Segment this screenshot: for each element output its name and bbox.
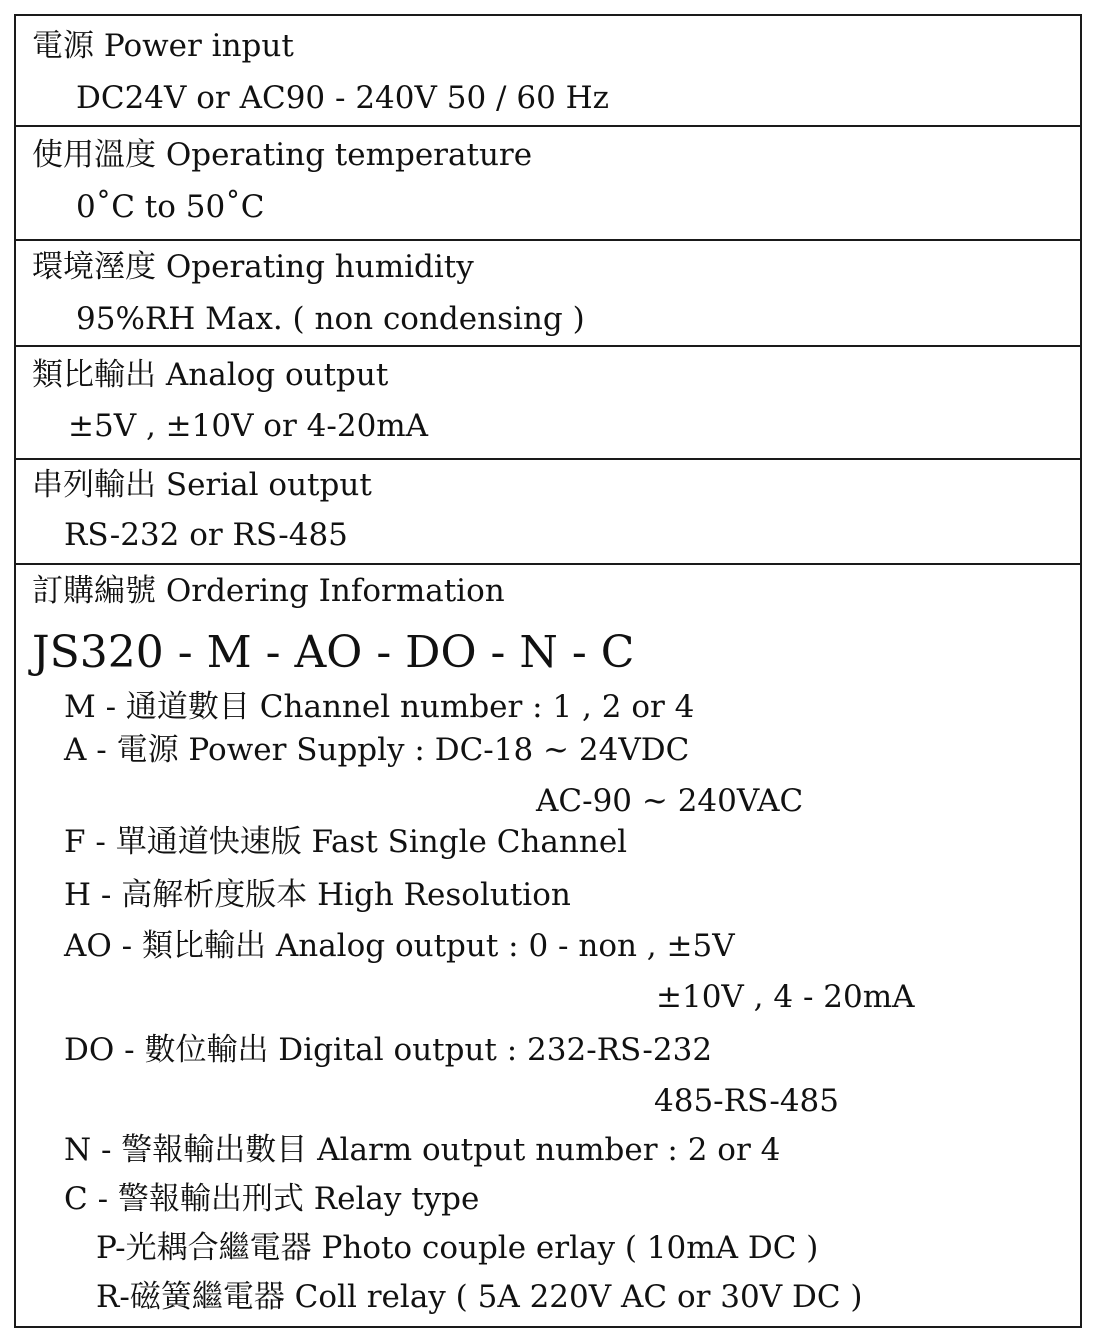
- model-code: JS320 - M - AO - DO - N - C: [32, 627, 635, 678]
- ordering-line-relay-type: C - 警報輸出刑式 Relay type: [64, 1181, 480, 1217]
- spec-value: 0˚C to 50˚C: [76, 189, 265, 225]
- ordering-line-photo-relay: P-光耦合繼電器 Photo couple erlay ( 10mA DC ): [96, 1230, 819, 1266]
- ordering-line-fast-single: F - 單通道快速版 Fast Single Channel: [64, 824, 628, 860]
- ordering-line-power-supply: A - 電源 Power Supply : DC-18 ~ 24VDC: [64, 732, 690, 768]
- ordering-line-digital-output-cont: 485-RS-485: [654, 1083, 840, 1119]
- ordering-line-digital-output: DO - 數位輸出 Digital output : 232-RS-232: [64, 1032, 713, 1068]
- spec-row-analog-output: [16, 347, 1080, 460]
- ordering-line-alarm-number: N - 警報輸出數目 Alarm output number : 2 or 4: [64, 1132, 781, 1168]
- spec-value: 95%RH Max. ( non condensing ): [76, 301, 585, 337]
- ordering-line-channel: M - 通道數目 Channel number : 1 , 2 or 4: [64, 689, 695, 725]
- spec-row-serial-output: [16, 460, 1080, 565]
- spec-value: RS-232 or RS-485: [64, 517, 348, 553]
- spec-label: 環境溼度 Operating humidity: [32, 249, 474, 285]
- ordering-heading: 訂購編號 Ordering Information: [32, 573, 505, 609]
- spec-label: 類比輸出 Analog output: [32, 357, 389, 393]
- spec-value: DC24V or AC90 - 240V 50 / 60 Hz: [76, 80, 610, 116]
- spec-row-power-input: [16, 16, 1080, 127]
- spec-row-operating-temperature: [16, 127, 1080, 241]
- ordering-line-high-resolution: H - 高解析度版本 High Resolution: [64, 877, 571, 913]
- spec-value: ±5V , ±10V or 4-20mA: [68, 408, 429, 444]
- ordering-line-analog-output: AO - 類比輸出 Analog output : 0 - non , ±5V: [64, 928, 735, 964]
- ordering-line-coil-relay: R-磁簧繼電器 Coll relay ( 5A 220V AC or 30V DC ): [96, 1279, 863, 1315]
- spec-label: 使用溫度 Operating temperature: [32, 137, 533, 173]
- spec-row-operating-humidity: [16, 241, 1080, 347]
- ordering-line-power-supply-ac: AC-90 ~ 240VAC: [536, 783, 804, 819]
- spec-label: 串列輸出 Serial output: [32, 467, 372, 503]
- ordering-line-analog-output-cont: ±10V , 4 - 20mA: [656, 979, 915, 1015]
- spec-table: [14, 14, 1082, 1328]
- spec-label: 電源 Power input: [32, 28, 294, 64]
- ordering-information: [16, 565, 1080, 1330]
